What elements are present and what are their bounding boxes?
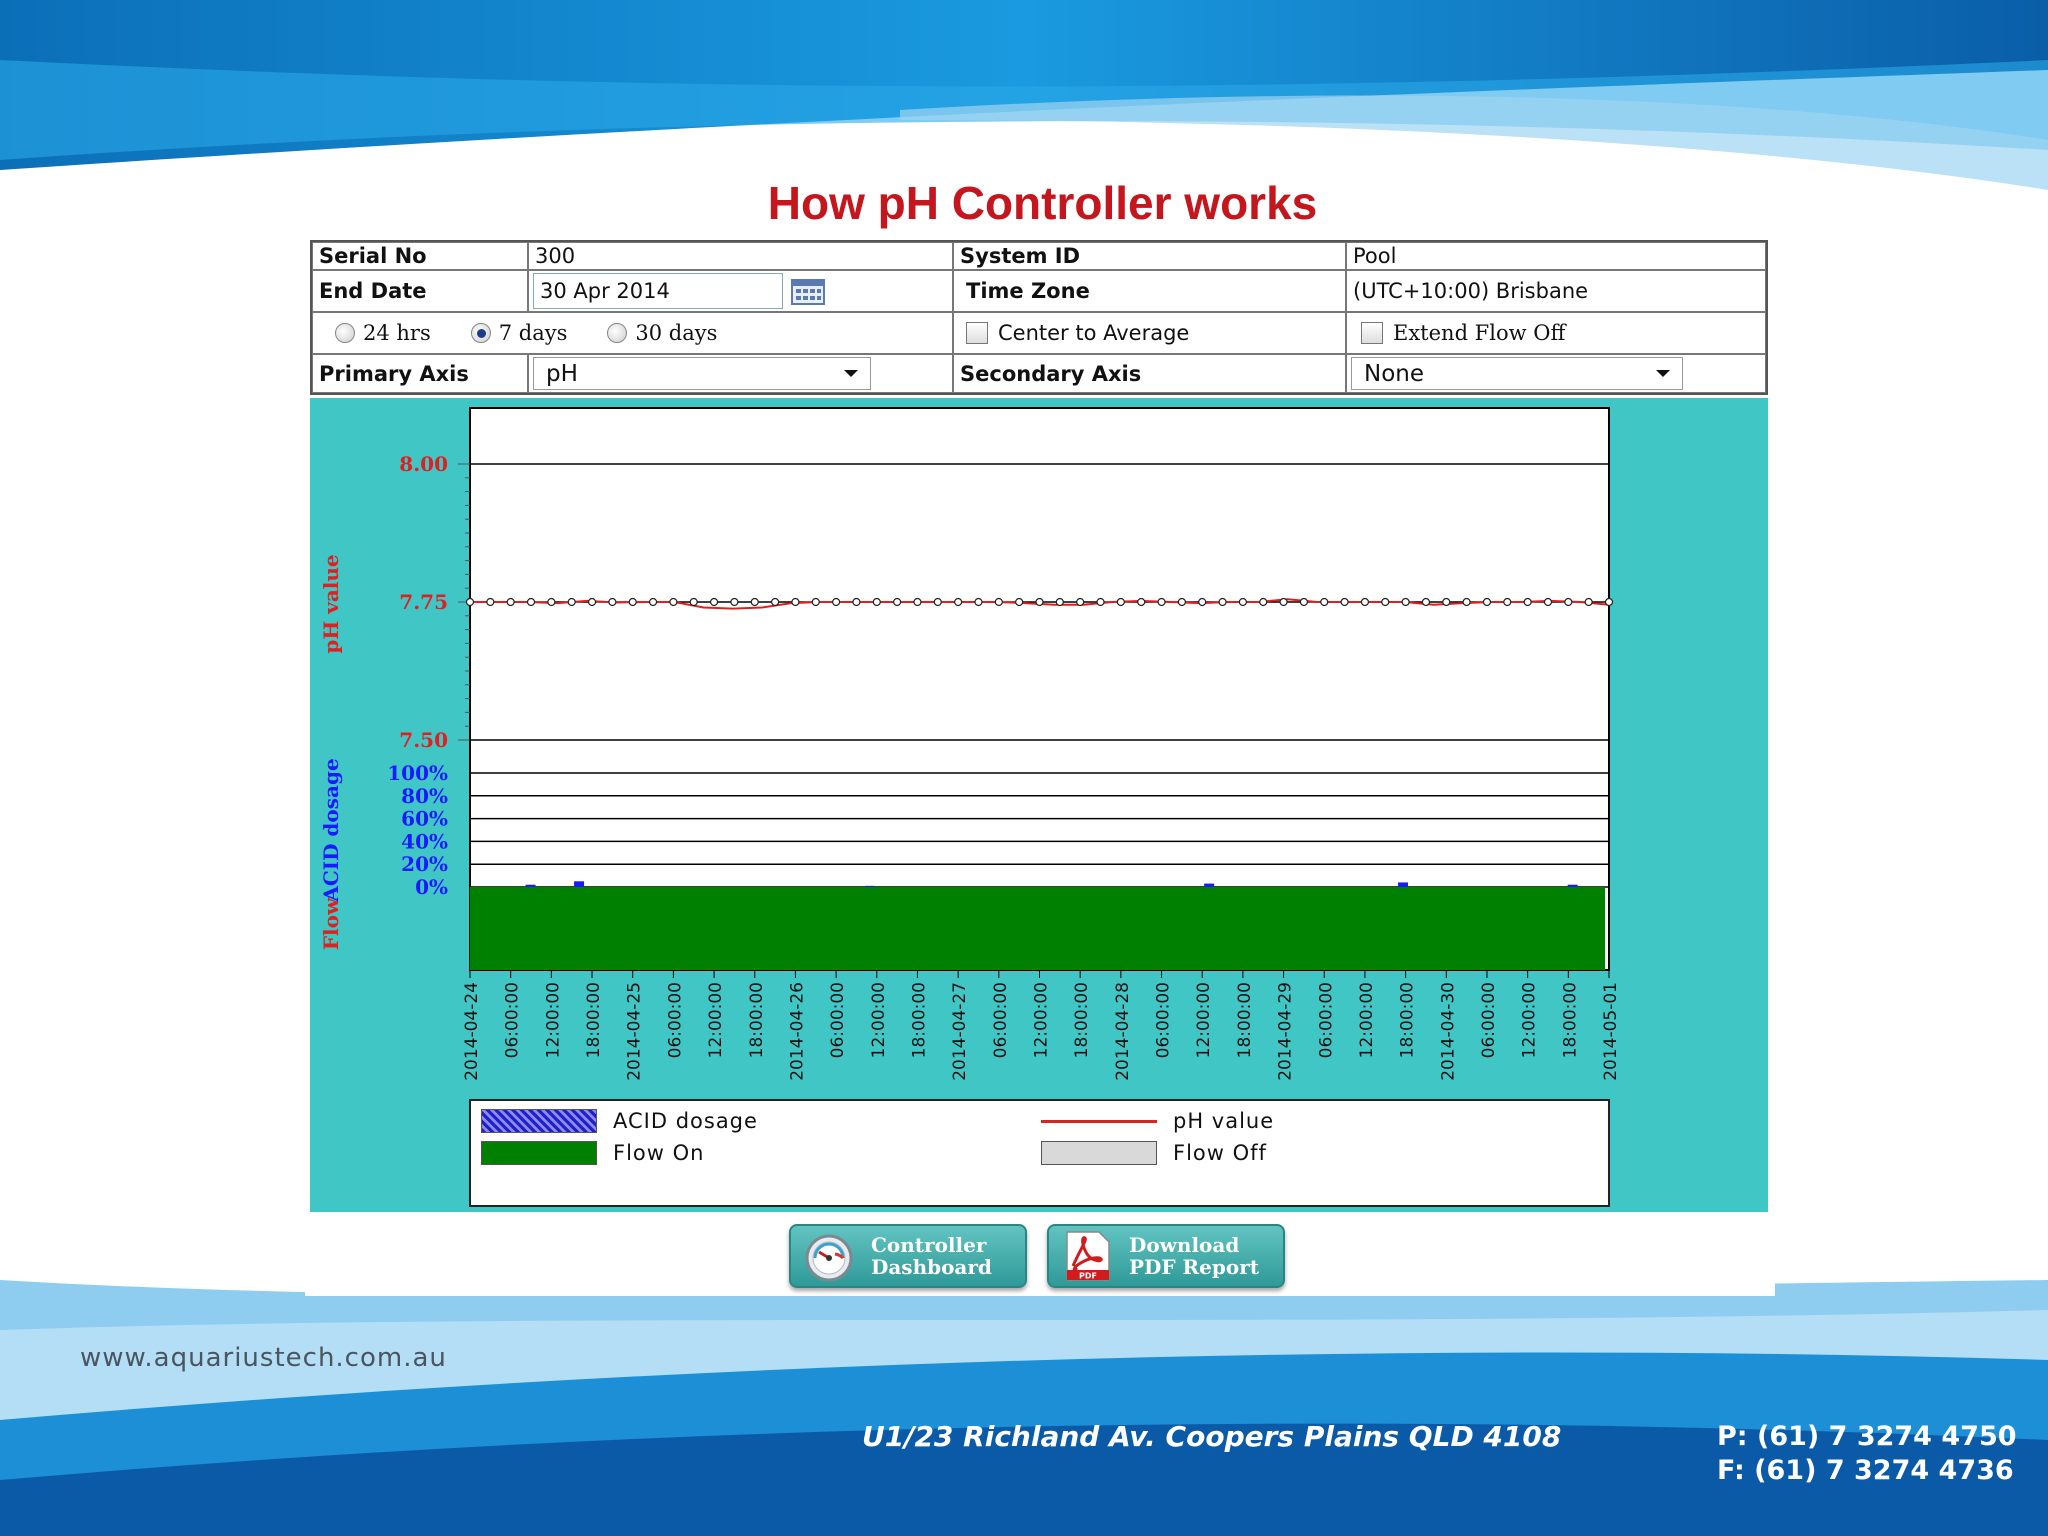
primary-axis-label: Primary Axis bbox=[312, 354, 528, 393]
range-option-label: 24 hrs bbox=[363, 321, 431, 345]
controller-dashboard-label bbox=[871, 1234, 992, 1278]
x-tick-label: 18:00:00 bbox=[746, 982, 767, 1059]
ph-data-point bbox=[731, 599, 738, 606]
ph-tick-label: 8.00 bbox=[399, 452, 448, 476]
company-fax: F: (61) 7 3274 4736 bbox=[1717, 1455, 2014, 1486]
ph-data-point bbox=[650, 599, 657, 606]
acid-dosage-bar bbox=[1204, 884, 1214, 887]
acid-dosage-bar bbox=[1398, 882, 1408, 887]
ph-data-point bbox=[1280, 599, 1287, 606]
ph-data-point bbox=[690, 599, 697, 606]
legend-item-flow-on bbox=[481, 1141, 704, 1165]
acid-dosage-bar bbox=[526, 885, 536, 887]
ph-data-point bbox=[1544, 599, 1551, 606]
chevron-down-icon[interactable] bbox=[1656, 370, 1670, 377]
calendar-icon[interactable] bbox=[791, 279, 825, 305]
acid-axis-title: ACID dosage bbox=[319, 758, 343, 902]
range-option-label: 7 days bbox=[498, 321, 568, 345]
center-to-average-label: Center to Average bbox=[998, 321, 1190, 345]
flow-on-area bbox=[470, 887, 1605, 970]
primary-axis-value: pH bbox=[546, 360, 578, 387]
x-tick-label: 2014-04-29 bbox=[1275, 982, 1296, 1081]
company-address: U1/23 Richland Av. Coopers Plains QLD 4108 bbox=[862, 1420, 1562, 1453]
ph-data-point bbox=[568, 599, 575, 606]
ph-data-point bbox=[528, 599, 535, 606]
ph-data-point bbox=[548, 599, 555, 606]
system-id-value: Pool bbox=[1346, 242, 1766, 270]
slide-title: How pH Controller works bbox=[767, 177, 1318, 229]
ph-data-point bbox=[1443, 599, 1450, 606]
legend-item-acid-dosage bbox=[481, 1109, 758, 1133]
legend-label: ACID dosage bbox=[613, 1109, 758, 1133]
range-option-24hrs[interactable] bbox=[335, 321, 431, 345]
x-tick-label: 18:00:00 bbox=[909, 982, 930, 1059]
time-zone-label: Time Zone bbox=[953, 270, 1346, 312]
ph-data-point bbox=[1606, 599, 1613, 606]
extend-flow-off-label: Extend Flow Off bbox=[1393, 321, 1566, 345]
ph-data-point bbox=[1016, 599, 1023, 606]
ph-data-point bbox=[1402, 599, 1409, 606]
legend-item-ph-value bbox=[1041, 1109, 1274, 1133]
ph-data-point bbox=[1341, 599, 1348, 606]
ph-data-point bbox=[1524, 599, 1531, 606]
ph-data-point bbox=[1178, 599, 1185, 606]
ph-data-point bbox=[1138, 599, 1145, 606]
x-tick-label: 06:00:00 bbox=[502, 982, 523, 1059]
serial-no-label: Serial No bbox=[312, 242, 528, 270]
ph-data-point bbox=[1097, 599, 1104, 606]
x-tick-label: 06:00:00 bbox=[665, 982, 686, 1059]
radio-icon[interactable] bbox=[335, 323, 355, 343]
primary-axis-cell bbox=[528, 354, 953, 393]
x-tick-label: 06:00:00 bbox=[1316, 982, 1337, 1059]
ph-data-point bbox=[1199, 599, 1206, 606]
center-to-average-checkbox[interactable] bbox=[966, 322, 988, 344]
secondary-axis-value: None bbox=[1364, 360, 1425, 387]
x-tick-label: 06:00:00 bbox=[1478, 982, 1499, 1059]
acid-tick-label: 80% bbox=[401, 783, 448, 808]
end-date-input[interactable]: 30 Apr 2014 bbox=[533, 273, 783, 309]
ph-data-point bbox=[1585, 599, 1592, 606]
action-buttons bbox=[305, 1212, 1775, 1296]
button-label-line: PDF Report bbox=[1129, 1255, 1259, 1279]
ph-data-point bbox=[792, 599, 799, 606]
ph-data-point bbox=[1504, 599, 1511, 606]
chart-panel bbox=[310, 398, 1768, 1212]
x-tick-label: 2014-04-28 bbox=[1112, 982, 1133, 1081]
radio-selected-icon[interactable] bbox=[471, 323, 491, 343]
ph-data-point bbox=[507, 599, 514, 606]
flow-axis-title: Flow bbox=[319, 897, 343, 951]
ph-data-point bbox=[467, 599, 474, 606]
center-to-average-option[interactable] bbox=[953, 312, 1346, 354]
x-tick-label: 12:00:00 bbox=[1519, 982, 1540, 1059]
legend-swatch-flow-on bbox=[481, 1141, 597, 1165]
acid-tick-label: 60% bbox=[401, 806, 448, 831]
ph-data-point bbox=[853, 599, 860, 606]
ph-data-point bbox=[1117, 599, 1124, 606]
end-date-cell bbox=[528, 270, 953, 312]
ph-data-point bbox=[751, 599, 758, 606]
ph-data-point bbox=[1361, 599, 1368, 606]
pdf-icon-label: PDF bbox=[1079, 1271, 1097, 1281]
x-tick-label: 18:00:00 bbox=[584, 982, 605, 1059]
ph-data-point bbox=[1483, 599, 1490, 606]
acid-tick-label: 0% bbox=[415, 875, 448, 899]
download-pdf-report-button[interactable] bbox=[1047, 1224, 1285, 1288]
system-id-label: System ID bbox=[953, 242, 1346, 270]
ph-data-point bbox=[711, 599, 718, 606]
x-tick-label: 12:00:00 bbox=[706, 982, 727, 1059]
acid-dosage-bar bbox=[574, 881, 584, 887]
ph-data-point bbox=[589, 599, 596, 606]
x-tick-label: 06:00:00 bbox=[828, 982, 849, 1059]
x-tick-label: 12:00:00 bbox=[1356, 982, 1377, 1059]
extend-flow-off-checkbox[interactable] bbox=[1361, 322, 1383, 344]
ph-data-point bbox=[1036, 599, 1043, 606]
acid-tick-label: 100% bbox=[387, 761, 448, 785]
ph-axis-title: pH value bbox=[319, 554, 343, 654]
plot-area bbox=[470, 408, 1609, 970]
download-pdf-report-label bbox=[1129, 1234, 1259, 1278]
ph-tick-label: 7.75 bbox=[399, 590, 448, 614]
acid-tick-label: 40% bbox=[401, 829, 448, 854]
secondary-axis-label: Secondary Axis bbox=[953, 354, 1346, 393]
ph-data-point bbox=[1463, 599, 1470, 606]
end-date-label: End Date bbox=[312, 270, 528, 312]
company-website[interactable]: www.aquariustech.com.au bbox=[80, 1343, 447, 1373]
x-tick-label: 12:00:00 bbox=[1031, 982, 1052, 1059]
legend-swatch-line bbox=[1041, 1109, 1157, 1133]
x-tick-label: 2014-04-30 bbox=[1438, 982, 1459, 1081]
range-options bbox=[312, 312, 953, 354]
ph-data-point bbox=[894, 599, 901, 606]
range-option-label: 30 days bbox=[635, 321, 718, 345]
button-label-line: Download bbox=[1129, 1233, 1240, 1257]
secondary-axis-select[interactable] bbox=[1351, 357, 1683, 390]
company-contact bbox=[1717, 1420, 2017, 1488]
gauge-icon bbox=[799, 1230, 859, 1282]
time-zone-value: (UTC+10:00) Brisbane bbox=[1346, 270, 1766, 312]
x-tick-label: 18:00:00 bbox=[1234, 982, 1255, 1059]
ph-data-point bbox=[995, 599, 1002, 606]
legend-label: pH value bbox=[1173, 1109, 1275, 1133]
report-controls bbox=[310, 240, 1768, 395]
ph-data-point bbox=[670, 599, 677, 606]
acid-tick-label: 20% bbox=[401, 852, 448, 877]
chevron-down-icon[interactable] bbox=[844, 370, 858, 377]
x-tick-label: 2014-05-01 bbox=[1601, 982, 1621, 1081]
ph-data-point bbox=[487, 599, 494, 606]
ph-data-point bbox=[1422, 599, 1429, 606]
acid-dosage-bar bbox=[1568, 885, 1578, 887]
x-tick-label: 18:00:00 bbox=[1560, 982, 1581, 1059]
x-tick-label: 06:00:00 bbox=[990, 982, 1011, 1059]
ph-data-point bbox=[873, 599, 880, 606]
secondary-axis-cell bbox=[1346, 354, 1766, 393]
ph-tick-label: 7.50 bbox=[399, 728, 448, 752]
footer-banner bbox=[0, 1270, 2048, 1536]
ph-data-point bbox=[812, 599, 819, 606]
ph-data-point bbox=[772, 599, 779, 606]
controller-dashboard-button[interactable] bbox=[789, 1224, 1027, 1288]
ph-data-point bbox=[1077, 599, 1084, 606]
ph-data-point bbox=[1158, 599, 1165, 606]
ph-data-point bbox=[1321, 599, 1328, 606]
acid-dosage-bar bbox=[865, 886, 875, 887]
x-tick-label: 2014-04-26 bbox=[787, 982, 808, 1081]
company-phone: P: (61) 7 3274 4750 bbox=[1717, 1421, 2017, 1452]
ph-data-point bbox=[1056, 599, 1063, 606]
x-tick-label: 12:00:00 bbox=[1194, 982, 1215, 1059]
primary-axis-select[interactable] bbox=[533, 357, 871, 390]
radio-icon[interactable] bbox=[607, 323, 627, 343]
x-tick-label: 2014-04-24 bbox=[462, 982, 482, 1081]
ph-data-point bbox=[955, 599, 962, 606]
ph-data-point bbox=[934, 599, 941, 606]
ph-data-point bbox=[1382, 599, 1389, 606]
range-option-30days[interactable] bbox=[607, 321, 717, 345]
legend-label: Flow On bbox=[613, 1141, 705, 1165]
legend-item-flow-off bbox=[1041, 1141, 1267, 1165]
header-banner bbox=[0, 0, 2048, 190]
ph-data-point bbox=[609, 599, 616, 606]
x-tick-label: 06:00:00 bbox=[1153, 982, 1174, 1059]
pdf-icon bbox=[1057, 1230, 1117, 1282]
x-tick-label: 12:00:00 bbox=[868, 982, 889, 1059]
ph-data-point bbox=[1219, 599, 1226, 606]
ph-data-point bbox=[1565, 599, 1572, 606]
x-tick-label: 12:00:00 bbox=[543, 982, 564, 1059]
ph-data-point bbox=[914, 599, 921, 606]
serial-no-value: 300 bbox=[528, 242, 953, 270]
extend-flow-off-option[interactable] bbox=[1346, 312, 1766, 354]
ph-data-point bbox=[833, 599, 840, 606]
legend-swatch-flow-off bbox=[1041, 1141, 1157, 1165]
x-tick-label: 2014-04-25 bbox=[624, 982, 645, 1081]
x-tick-label: 18:00:00 bbox=[1397, 982, 1418, 1059]
ph-data-point bbox=[975, 599, 982, 606]
chart-legend bbox=[469, 1099, 1610, 1207]
x-tick-label: 18:00:00 bbox=[1072, 982, 1093, 1059]
ph-chart bbox=[310, 398, 1768, 1212]
button-label-line: Dashboard bbox=[871, 1255, 992, 1279]
button-label-line: Controller bbox=[871, 1233, 987, 1257]
range-option-7days[interactable] bbox=[471, 321, 568, 345]
legend-label: Flow Off bbox=[1173, 1141, 1267, 1165]
ph-data-point bbox=[629, 599, 636, 606]
x-tick-label: 2014-04-27 bbox=[950, 982, 971, 1081]
ph-data-point bbox=[1260, 599, 1267, 606]
ph-data-point bbox=[1239, 599, 1246, 606]
ph-data-point bbox=[1300, 599, 1307, 606]
legend-swatch-acid bbox=[481, 1109, 597, 1133]
